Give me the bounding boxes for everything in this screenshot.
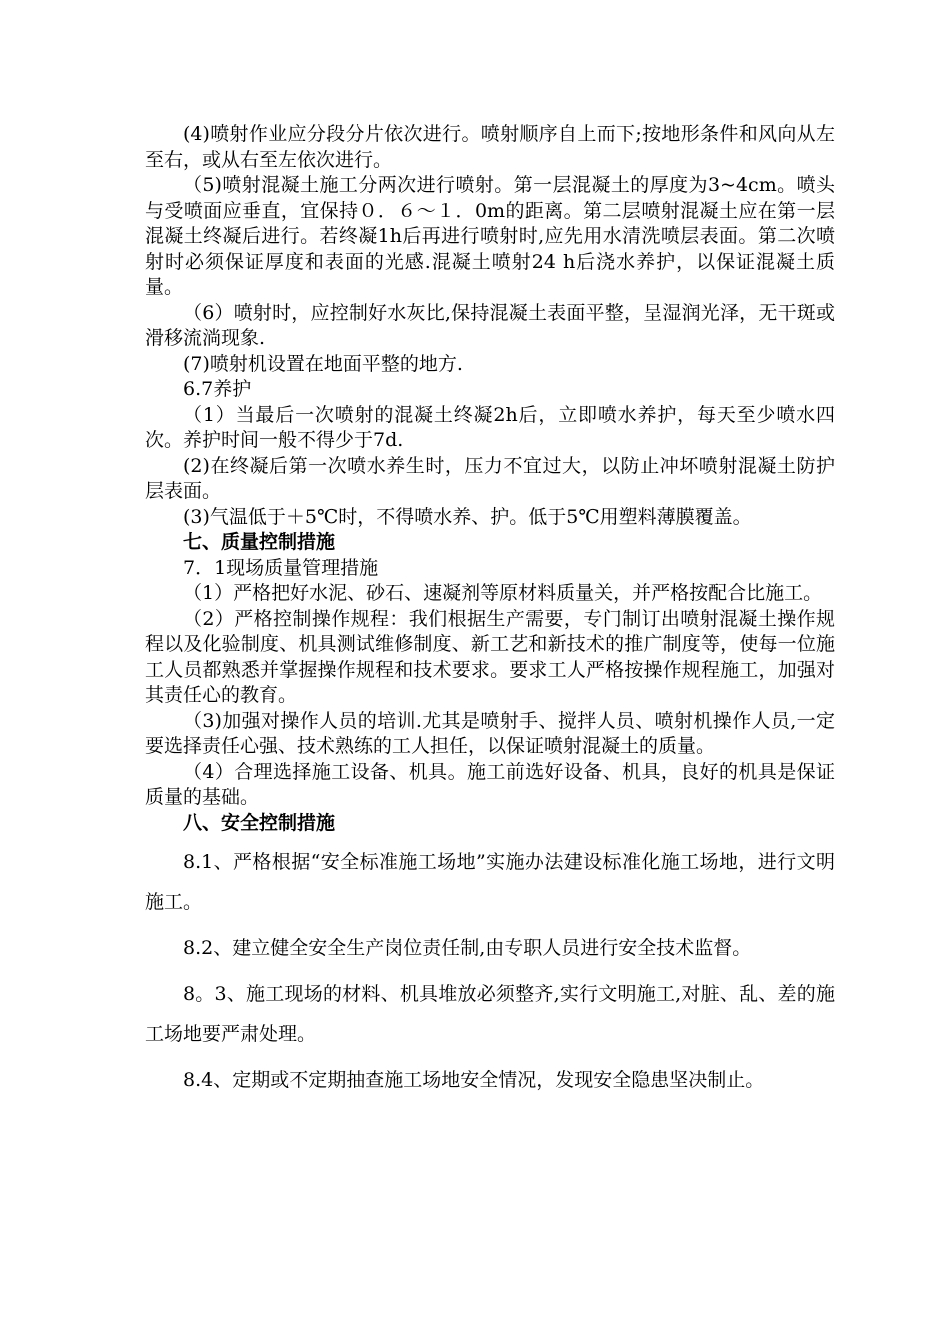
paragraph-quality-1: （1）严格把好水泥、砂石、速凝剂等原材料质量关，并严格按配合比施工。 bbox=[183, 582, 823, 604]
paragraph-curing-1: （1）当最后一次喷射的混凝土终凝2h后，立即喷水养护，每天至少喷水四次。养护时间一般不得少于7d. bbox=[145, 403, 835, 451]
section-heading-quality-control: 七、质量控制措施 bbox=[183, 531, 336, 553]
subheading-curing: 6.7养护 bbox=[183, 378, 252, 400]
paragraph-quality-4: （4）合理选择施工设备、机具。施工前选好设备、机具，良好的机具是保证质量的基础。 bbox=[145, 760, 835, 808]
section-heading-safety-control: 八、安全控制措施 bbox=[183, 811, 336, 834]
subheading-site-quality: 7．1现场质量管理措施 bbox=[183, 556, 379, 579]
paragraph-sprayer-placement: (7)喷射机设置在地面平整的地方. bbox=[183, 352, 463, 375]
paragraph-safety-4: 8.4、定期或不定期抽查施工场地安全情况，发现安全隐患坚决制止。 bbox=[183, 1069, 765, 1091]
paragraph-safety-1: 8.1、严格根据“安全标准施工场地”实施办法建设标准化施工场地，进行文明施工。 bbox=[145, 851, 835, 913]
paragraph-safety-2: 8.2、建立健全安全生产岗位责任制,由专职人员进行安全技术监督。 bbox=[183, 937, 752, 959]
paragraph-spray-two-layers: （5)喷射混凝土施工分两次进行喷射。第一层混凝土的厚度为3~4cm。喷头与受喷面应垂直，宜保持０．６～１．0m的距离。第二层喷射混凝土应在第一层混凝土终凝后进行。若终凝1h后再进行喷射时,应先用水清洗喷层表面。第二次喷射时必须保证厚度和表面的光感.混凝土喷射24 h后浇水养护，以保证混凝土质量。 bbox=[145, 174, 835, 298]
paragraph-water-cement-ratio: （6）喷射时，应控制好水灰比,保持混凝土表面平整，呈湿润光泽，无干斑或滑移流淌现象. bbox=[145, 301, 835, 349]
paragraph-spray-sequence: (4)喷射作业应分段分片依次进行。喷射顺序自上而下;按地形条件和风向从左至右，或从右至左依次进行。 bbox=[145, 123, 835, 171]
paragraph-safety-3: 8。3、施工现场的材料、机具堆放必须整齐,实行文明施工,对脏、乱、差的施工场地要严肃处理。 bbox=[145, 983, 835, 1045]
paragraph-curing-2: (2)在终凝后第一次喷水养生时，压力不宜过大，以防止冲坏喷射混凝土防护层表面。 bbox=[145, 454, 835, 502]
paragraph-quality-2: （2）严格控制操作规程：我们根据生产需要，专门制订出喷射混凝土操作规程以及化验制度、机具测试维修制度、新工艺和新技术的推广制度等，使每一位施工人员都熟悉并掌握操作规程和技术要求。要求工人严格按操作规程施工，加强对其责任心的教育。 bbox=[145, 607, 835, 706]
paragraph-curing-3: (3)气温低于＋5℃时，不得喷水养、护。低于5℃用塑料薄膜覆盖。 bbox=[183, 505, 752, 528]
paragraph-quality-3: （3)加强对操作人员的培训.尤其是喷射手、搅拌人员、喷射机操作人员,一定要选择责任心强、技术熟练的工人担任，以保证喷射混凝土的质量。 bbox=[145, 709, 835, 757]
document-page bbox=[145, 122, 835, 1100]
